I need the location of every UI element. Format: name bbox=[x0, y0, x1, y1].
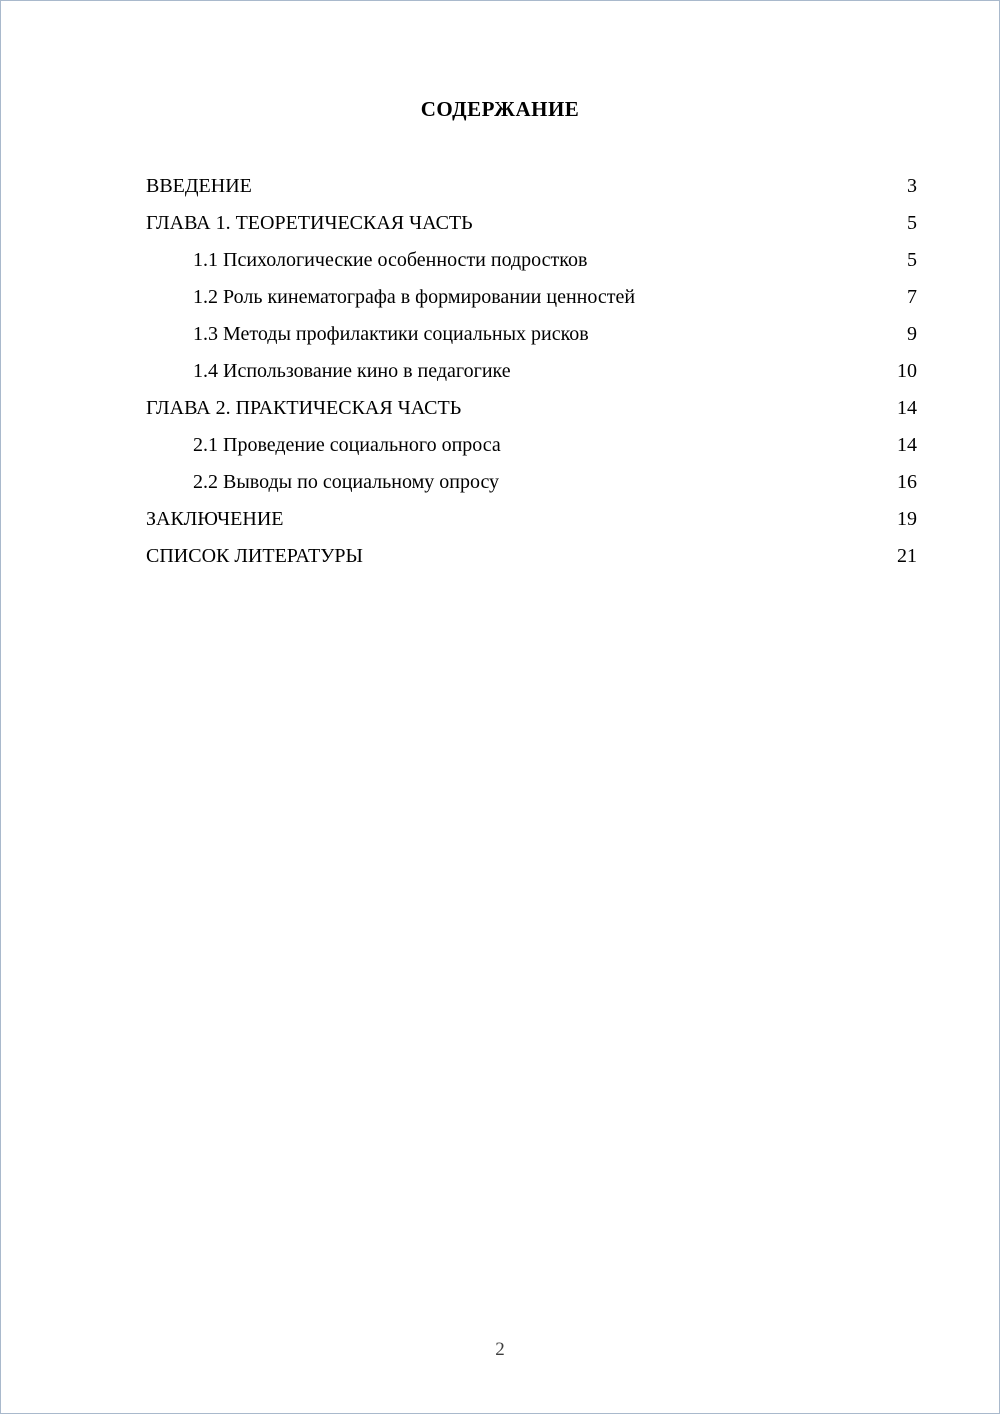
toc-entry bbox=[146, 390, 917, 427]
toc-entry bbox=[146, 168, 917, 205]
toc-entry-label: 2.1 Проведение социального опроса bbox=[193, 434, 501, 456]
toc-entry-label: 1.1 Психологические особенности подростков bbox=[193, 249, 588, 271]
toc-entry bbox=[146, 279, 917, 316]
toc-entry-label: 1.3 Методы профилактики социальных рисков bbox=[193, 323, 589, 345]
toc-entry-page: 19 bbox=[897, 508, 917, 530]
toc-entry-page: 7 bbox=[907, 286, 917, 308]
toc-entry-label: 2.2 Выводы по социальному опросу bbox=[193, 471, 500, 493]
toc-entry-label: ВВЕДЕНИЕ bbox=[146, 175, 252, 197]
toc-entry bbox=[146, 205, 917, 242]
table-of-contents bbox=[146, 168, 917, 575]
toc-entry-page: 14 bbox=[897, 397, 917, 419]
toc-entry-page: 16 bbox=[897, 471, 917, 493]
toc-entry-page: 5 bbox=[907, 212, 917, 234]
toc-entry bbox=[146, 242, 917, 279]
toc-entry-label: ЗАКЛЮЧЕНИЕ bbox=[146, 508, 284, 530]
toc-entry-page: 10 bbox=[897, 360, 917, 382]
toc-entry bbox=[146, 501, 917, 538]
toc-entry-page: 14 bbox=[897, 434, 917, 456]
toc-entry-label: ГЛАВА 2. ПРАКТИЧЕСКАЯ ЧАСТЬ bbox=[146, 397, 462, 419]
page-number-footer: 2 bbox=[495, 1339, 505, 1360]
toc-entry bbox=[146, 427, 917, 464]
toc-entry bbox=[146, 464, 917, 501]
toc-entry-page: 9 bbox=[907, 323, 917, 345]
page-title: СОДЕРЖАНИЕ bbox=[420, 97, 580, 121]
toc-entry-page: 21 bbox=[897, 545, 917, 567]
toc-entry-page: 3 bbox=[907, 175, 917, 197]
toc-entry-label: СПИСОК ЛИТЕРАТУРЫ bbox=[146, 545, 363, 567]
toc-entry bbox=[146, 538, 917, 575]
toc-entry bbox=[146, 316, 917, 353]
toc-entry-label: 1.2 Роль кинематографа в формировании ценностей bbox=[193, 286, 636, 308]
toc-entry-page: 5 bbox=[907, 249, 917, 271]
toc-entry-label: 1.4 Использование кино в педагогике bbox=[193, 360, 511, 382]
toc-entry-label: ГЛАВА 1. ТЕОРЕТИЧЕСКАЯ ЧАСТЬ bbox=[146, 212, 473, 234]
toc-entry bbox=[146, 353, 917, 390]
